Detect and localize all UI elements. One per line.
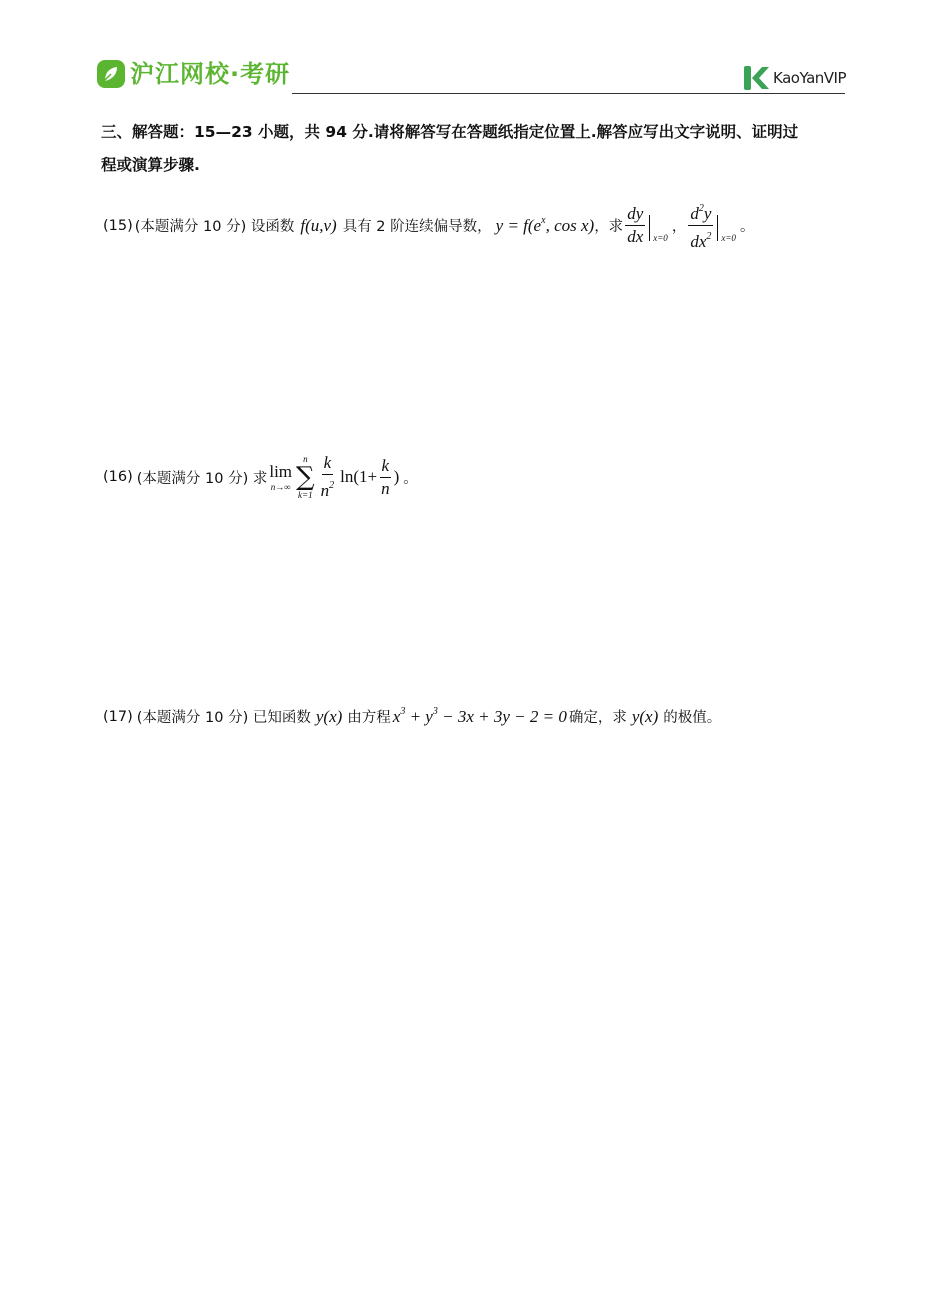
section-title-line2: 程或演算步骤. bbox=[101, 156, 200, 174]
page-header bbox=[96, 56, 846, 98]
math-function: y(x) bbox=[631, 706, 659, 726]
problem-lead: (本题满分 10 分) 已知函数 bbox=[136, 710, 311, 726]
limit-operator: lim n→∞ bbox=[269, 462, 293, 492]
problem-17 bbox=[103, 706, 721, 727]
partner-name: KaoYanVIP bbox=[773, 69, 846, 87]
fraction-d2y-dx2: $\frac{d^2y}{dx^2}$ bbox=[688, 198, 713, 253]
brand-name: 沪江网校·考研 bbox=[130, 60, 291, 88]
problem-number: (15) bbox=[103, 217, 133, 234]
math-function: y(x) bbox=[315, 706, 343, 726]
fraction-dy-dx: $\frac{dy}{dx}$ bbox=[627, 204, 644, 246]
section-title-line1: 三、解答题：15—23 小题，共 94 分.请将解答写在答题纸指定位置上.解答应写出文字说明、证明过 bbox=[101, 123, 799, 141]
log-expression: ln(1+ bbox=[340, 467, 378, 486]
hujiang-brand bbox=[96, 59, 290, 89]
problem-text: 由方程 bbox=[347, 710, 391, 726]
problem-lead: (本题满分 10 分) 设函数 bbox=[134, 219, 295, 235]
problem-16 bbox=[103, 452, 418, 502]
math-equation: $x^3 + y^3 - 3x + 3y - 2 = 0$ bbox=[392, 706, 567, 726]
fraction-k-n2: $\frac{k}{n^2}$ bbox=[320, 453, 335, 500]
header-divider bbox=[292, 93, 845, 94]
evaluation-bar: x=0 bbox=[715, 203, 736, 249]
math-function: f(u,v) bbox=[300, 215, 337, 235]
summation-operator: n ∑ k=1 bbox=[296, 454, 315, 500]
leaf-logo-icon bbox=[96, 59, 126, 89]
section-title bbox=[101, 116, 856, 182]
problem-text: 具有 2 阶连续偏导数， bbox=[342, 219, 492, 235]
problem-number: (17) bbox=[103, 708, 133, 725]
problem-ask: ，求 bbox=[594, 219, 624, 235]
problem-end: 。 bbox=[739, 219, 755, 235]
problem-text: 确定，求 bbox=[568, 710, 627, 726]
problem-end: 。 bbox=[403, 470, 418, 487]
k-logo-icon bbox=[742, 64, 770, 92]
close-paren: ) bbox=[393, 467, 400, 486]
problem-15 bbox=[103, 198, 754, 253]
problem-number: (16) bbox=[103, 469, 133, 485]
problem-lead: (本题满分 10 分) 求 bbox=[136, 470, 268, 487]
math-expression: $y = f(e^x$, cos x) bbox=[495, 215, 595, 235]
separator: ， bbox=[671, 219, 687, 235]
fraction-k-n: $\frac{k}{n}$ bbox=[381, 455, 390, 498]
evaluation-bar: x=0 bbox=[647, 203, 668, 249]
kaoyanvip-brand bbox=[742, 64, 846, 92]
problem-end: 的极值。 bbox=[663, 710, 722, 726]
